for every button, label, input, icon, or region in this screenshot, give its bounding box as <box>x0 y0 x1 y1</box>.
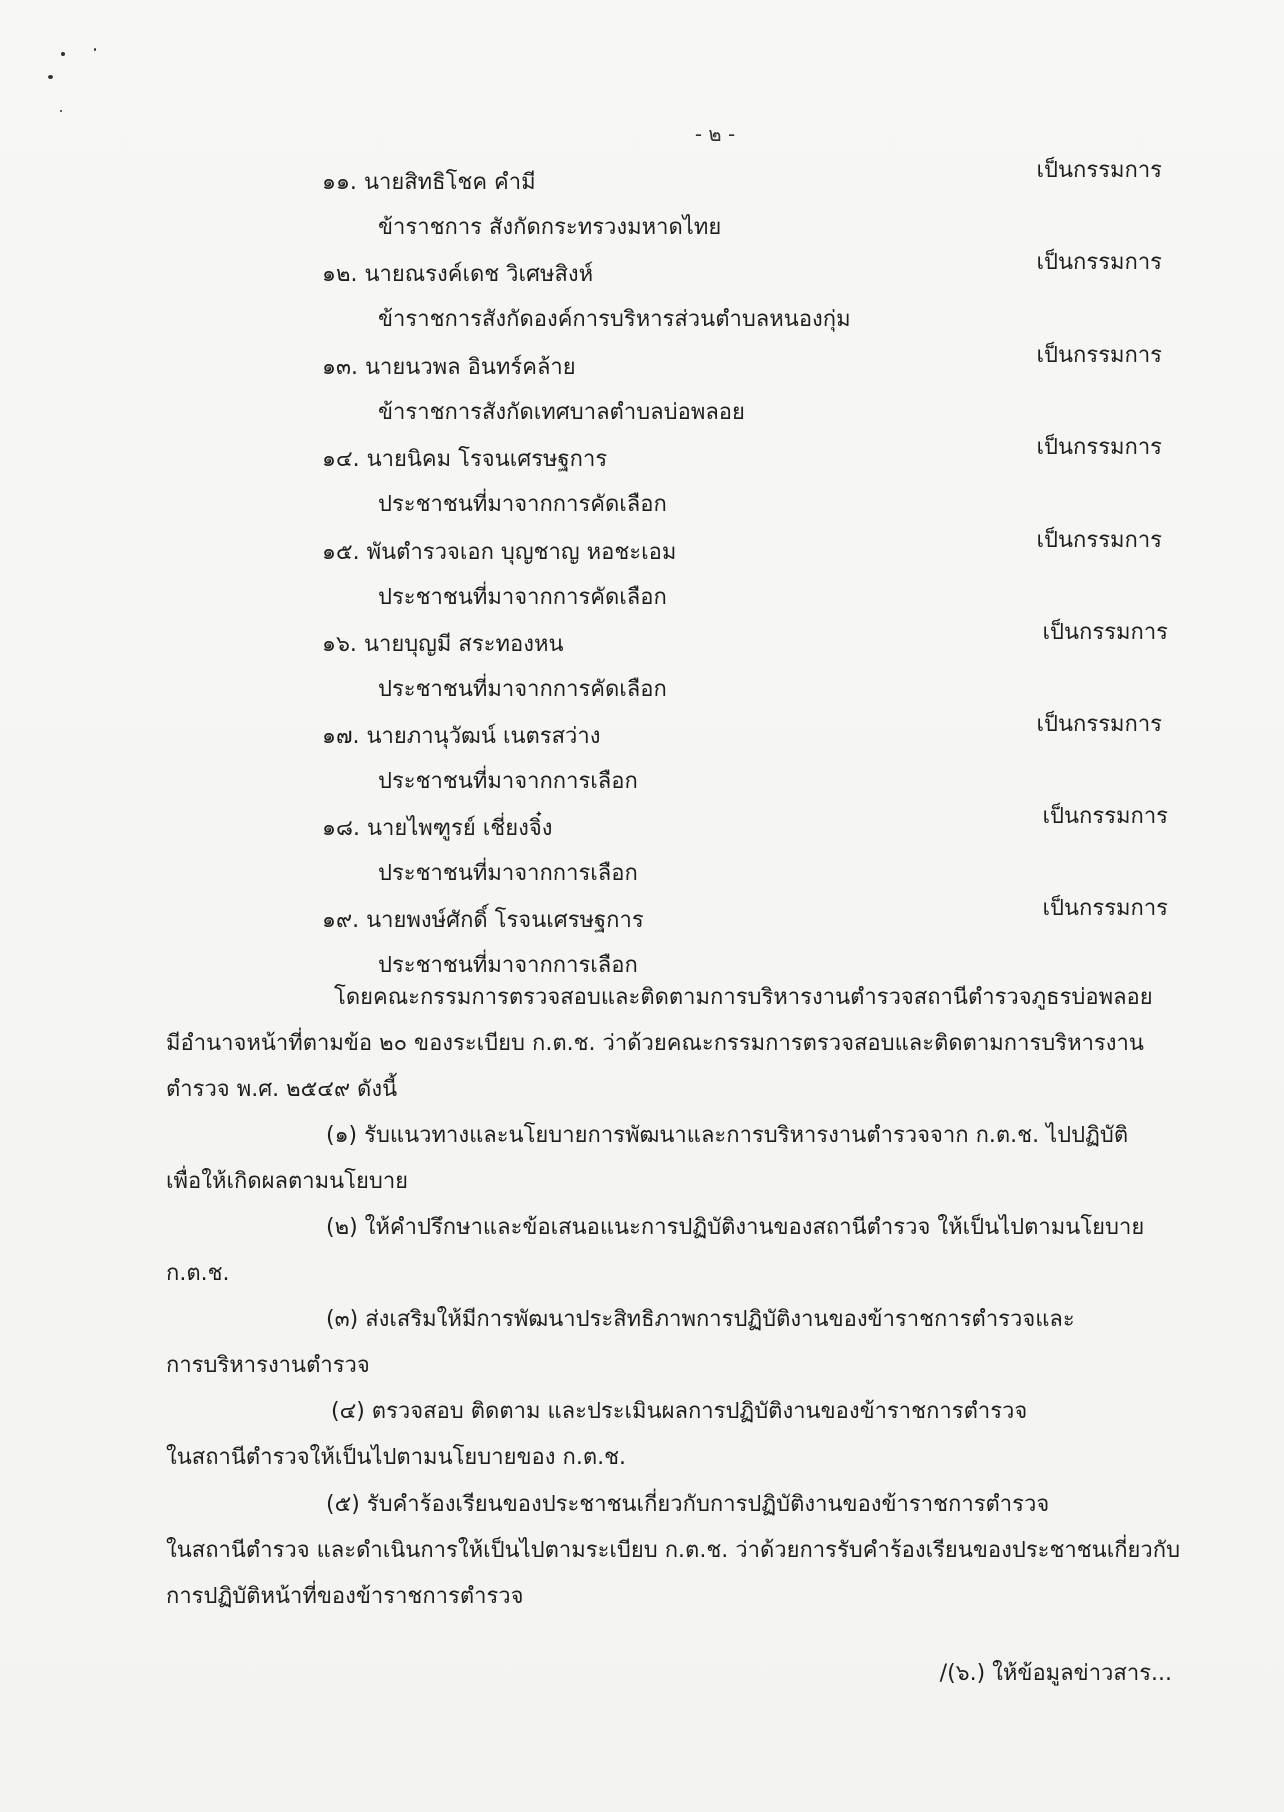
duty-line: ในสถานีตำรวจให้เป็นไปตามนโยบายของ ก.ต.ช. <box>166 1445 627 1470</box>
member-affiliation: ข้าราชการสังกัดเทศบาลตำบลบ่อพลอย <box>378 400 745 425</box>
member-entry <box>322 252 1162 344</box>
member-affiliation: ข้าราชการ สังกัดกระทรวงมหาดไทย <box>378 215 722 240</box>
page-number: - ๒ - <box>694 122 736 146</box>
duty-line: การปฏิบัติหน้าที่ของข้าราชการตำรวจ <box>166 1584 524 1609</box>
continuation-note: /(๖.) ให้ข้อมูลข่าวสาร... <box>939 1661 1172 1686</box>
member-name: ๑๙. นายพงษ์ศักดิ์ โรจนเศรษฐการ <box>322 908 644 933</box>
duty-line: ก.ต.ช. <box>166 1261 230 1286</box>
duty-item <box>166 1297 1166 1389</box>
duty-line: (๕) รับคำร้องเรียนของประชาชนเกี่ยวกับการปฏิบัติงานของข้าราชการตำรวจ <box>326 1492 1050 1517</box>
member-name: ๑๘. นายไพฑูรย์ เชี่ยงจิ๋ง <box>322 816 553 841</box>
member-role: เป็นกรรมการ <box>1036 343 1162 368</box>
member-name: ๑๑. นายสิทธิโชค คำมี <box>322 170 536 195</box>
intro-line: มีอำนาจหน้าที่ตามข้อ ๒๐ ของระเบียบ ก.ต.ช. ว่าด้วยคณะกรรมการตรวจสอบและติดตามการบริหารงาน <box>166 1031 1144 1056</box>
member-name: ๑๖. นายบุญมี สระทองหน <box>322 632 564 657</box>
intro-paragraph <box>166 975 1166 1113</box>
member-name: ๑๕. พันตำรวจเอก บุญชาญ หอชะเอม <box>322 540 677 565</box>
scan-speck <box>61 52 65 56</box>
member-entry <box>322 620 1168 714</box>
member-name: ๑๔. นายนิคม โรจนเศรษฐการ <box>322 447 608 472</box>
member-affiliation: ประชาชนที่มาจากการคัดเลือก <box>378 677 667 702</box>
member-affiliation: ประชาชนที่มาจากการคัดเลือก <box>378 492 667 517</box>
member-role: เป็นกรรมการ <box>1036 250 1162 275</box>
duty-line: (๑) รับแนวทางและนโยบายการพัฒนาและการบริหารงานตำรวจจาก ก.ต.ช. ไปปฏิบัติ <box>326 1123 1129 1148</box>
member-name: ๑๓. นายนวพล อินทร์คล้าย <box>322 355 576 380</box>
scan-speck <box>94 48 96 51</box>
member-entry <box>322 804 1168 898</box>
duty-line: การบริหารงานตำรวจ <box>166 1353 370 1378</box>
duty-item <box>166 1205 1166 1297</box>
member-role: เป็นกรรมการ <box>1042 896 1168 921</box>
member-role: เป็นกรรมการ <box>1036 712 1162 737</box>
duty-line: เพื่อให้เกิดผลตามนโยบาย <box>166 1169 409 1194</box>
member-entry <box>322 437 1162 529</box>
duty-line: (๔) ตรวจสอบ ติดตาม และประเมินผลการปฏิบัติงานของข้าราชการตำรวจ <box>331 1399 1028 1424</box>
member-affiliation: ข้าราชการสังกัดองค์การบริหารส่วนตำบลหนองกุ่ม <box>378 307 851 332</box>
scan-speck <box>60 110 62 112</box>
member-affiliation: ประชาชนที่มาจากการคัดเลือก <box>378 585 667 610</box>
member-role: เป็นกรรมการ <box>1036 158 1162 183</box>
member-name: ๑๒. นายณรงค์เดช วิเศษสิงห์ <box>322 262 594 287</box>
member-name: ๑๗. นายภานุวัฒน์ เนตรสว่าง <box>322 724 601 749</box>
intro-line: โดยคณะกรรมการตรวจสอบและติดตามการบริหารงานตำรวจสถานีตำรวจภูธรบ่อพลอย <box>334 985 1153 1010</box>
member-entry <box>322 160 1162 252</box>
duty-line: ในสถานีตำรวจ และดำเนินการให้เป็นไปตามระเบียบ ก.ต.ช. ว่าด้วยการรับคำร้องเรียนของประชาชนเกี่ยวกับ <box>166 1538 1181 1563</box>
duty-item <box>166 1113 1166 1205</box>
scan-speck <box>48 75 53 79</box>
duty-line: (๒) ให้คำปรึกษาและข้อเสนอแนะการปฏิบัติงานของสถานีตำรวจ ให้เป็นไปตามนโยบาย <box>326 1215 1145 1240</box>
duty-item <box>166 1389 1166 1481</box>
duty-item <box>166 1482 1181 1620</box>
intro-line: ตำรวจ พ.ศ. ๒๕๔๙ ดังนี้ <box>166 1077 398 1102</box>
member-role: เป็นกรรมการ <box>1042 620 1168 645</box>
member-role: เป็นกรรมการ <box>1036 528 1162 553</box>
duty-line: (๓) ส่งเสริมให้มีการพัฒนาประสิทธิภาพการปฏิบัติงานของข้าราชการตำรวจและ <box>326 1307 1075 1332</box>
member-entry <box>322 714 1162 806</box>
member-entry <box>322 345 1162 437</box>
member-role: เป็นกรรมการ <box>1036 435 1162 460</box>
member-affiliation: ประชาชนที่มาจากการเลือก <box>378 861 638 886</box>
member-affiliation: ประชาชนที่มาจากการเลือก <box>378 953 638 978</box>
member-entry <box>322 530 1162 622</box>
member-affiliation: ประชาชนที่มาจากการเลือก <box>378 769 638 794</box>
member-role: เป็นกรรมการ <box>1042 804 1168 829</box>
